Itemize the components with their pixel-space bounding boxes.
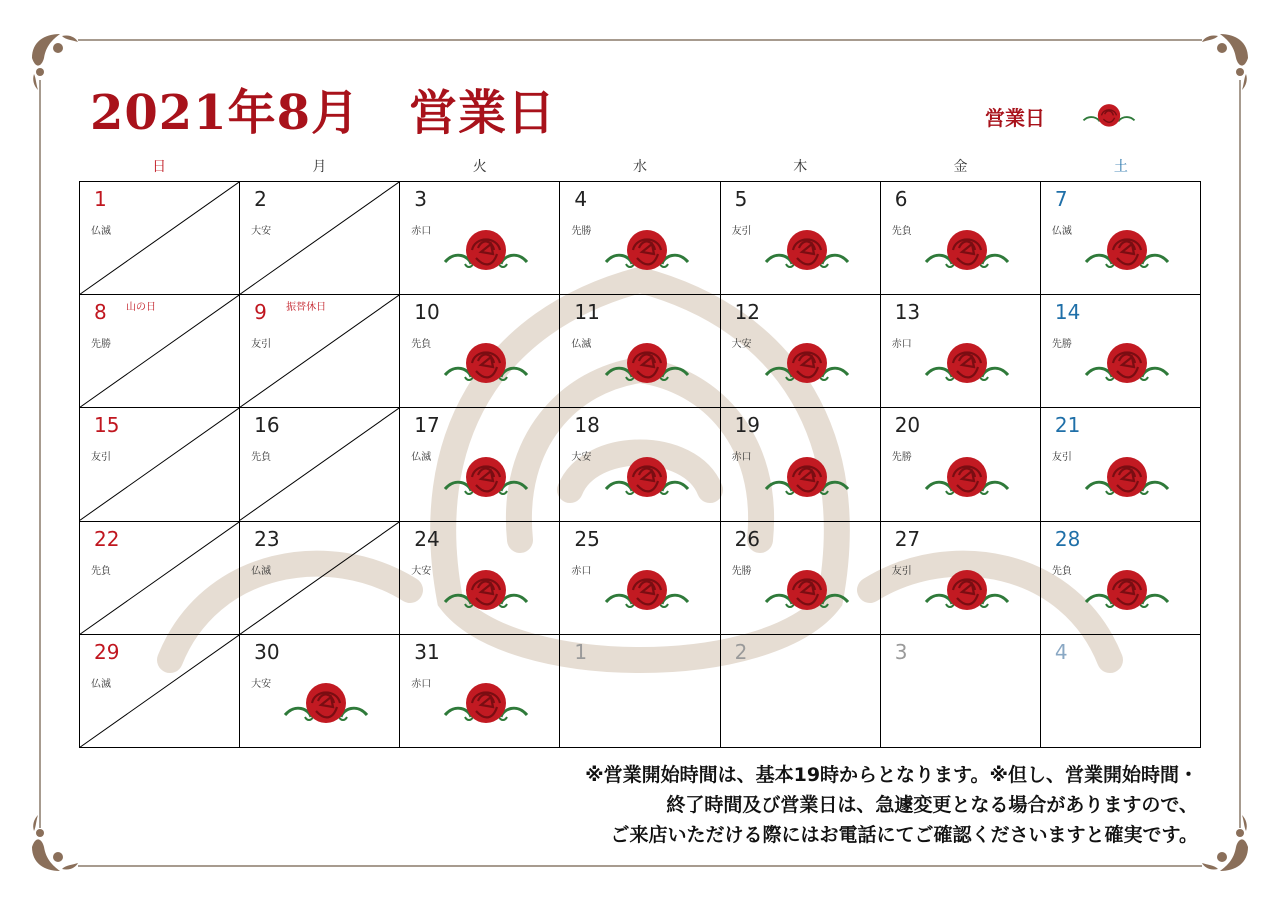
day-number: 8 xyxy=(94,300,107,325)
calendar-day-cell xyxy=(881,635,1041,748)
note-line: ※営業開始時間は、基本19時からとなります。※但し、営業開始時間・ xyxy=(585,764,1198,786)
calendar-day-cell xyxy=(1041,635,1201,748)
calendar-day-cell xyxy=(560,522,720,635)
corner-ornament-top-right-icon xyxy=(1202,34,1248,90)
rokuyo-label: 友引 xyxy=(91,452,111,464)
calendar-day-cell xyxy=(881,295,1041,408)
calendar-day-cell xyxy=(240,635,400,748)
day-number: 18 xyxy=(574,413,600,438)
calendar-day-cell xyxy=(240,182,400,295)
rose-icon xyxy=(762,566,852,620)
rose-icon xyxy=(1082,566,1172,620)
corner-ornament-bottom-right-icon xyxy=(1202,815,1248,871)
rokuyo-label: 大安 xyxy=(571,452,592,464)
rokuyo-label: 仏滅 xyxy=(91,678,111,690)
rokuyo-label: 先勝 xyxy=(571,226,592,237)
rokuyo-label: 仏滅 xyxy=(571,339,592,351)
weekday-header xyxy=(79,156,1201,176)
rose-icon xyxy=(602,453,692,507)
rose-icon xyxy=(922,566,1012,620)
rokuyo-label: 赤口 xyxy=(571,565,592,577)
rokuyo-label: 先負 xyxy=(251,452,272,464)
calendar-day-cell xyxy=(240,295,400,408)
day-number: 23 xyxy=(254,526,280,551)
calendar-day-cell xyxy=(560,408,720,521)
rokuyo-label: 先負 xyxy=(411,339,432,351)
day-number: 20 xyxy=(894,413,921,438)
day-number: 11 xyxy=(574,300,600,325)
calendar-day-cell xyxy=(80,295,240,408)
calendar-day-cell xyxy=(400,408,560,521)
calendar-day-cell xyxy=(560,295,720,408)
business-hours-notes xyxy=(585,760,1198,850)
calendar-day-cell xyxy=(721,408,881,521)
calendar-day-cell xyxy=(240,408,400,521)
rose-icon xyxy=(1081,100,1137,132)
calendar-grid xyxy=(79,181,1201,748)
calendar-day-cell xyxy=(80,408,240,521)
rokuyo-label: 先負 xyxy=(91,565,111,577)
calendar-day-cell xyxy=(400,295,560,408)
day-number: 31 xyxy=(414,639,440,664)
calendar-day-cell xyxy=(400,182,560,295)
rokuyo-label: 友引 xyxy=(251,339,272,351)
rokuyo-label: 友引 xyxy=(1051,452,1072,464)
rokuyo-label: 仏滅 xyxy=(1051,226,1072,237)
rose-icon xyxy=(762,453,852,507)
day-number: 6 xyxy=(894,187,908,211)
rose-icon xyxy=(602,339,692,393)
weekday-sat: 土 xyxy=(1113,159,1128,175)
day-number: 26 xyxy=(734,526,761,551)
weekday-fri: 金 xyxy=(953,159,968,175)
rokuyo-label: 赤口 xyxy=(411,678,432,690)
day-number: 12 xyxy=(734,300,761,325)
rose-icon xyxy=(762,226,852,280)
day-number: 22 xyxy=(94,526,120,551)
rokuyo-label: 先勝 xyxy=(731,565,752,577)
calendar-day-cell xyxy=(1041,522,1201,635)
rokuyo-label: 仏滅 xyxy=(411,452,432,464)
rokuyo-label: 先勝 xyxy=(891,452,912,464)
holiday-label: 山の日 xyxy=(126,302,156,314)
rokuyo-label: 友引 xyxy=(891,565,912,577)
day-number: 1 xyxy=(94,187,107,211)
calendar-day-cell xyxy=(1041,295,1201,408)
calendar-day-cell xyxy=(721,182,881,295)
holiday-label: 振替休日 xyxy=(286,302,327,314)
rokuyo-label: 先負 xyxy=(1051,565,1072,577)
rokuyo-label: 先負 xyxy=(891,226,912,237)
calendar-day-cell xyxy=(721,522,881,635)
corner-ornament-top-left-icon xyxy=(32,34,78,90)
calendar-day-cell xyxy=(560,182,720,295)
rose-icon xyxy=(1082,453,1172,507)
rokuyo-label: 大安 xyxy=(731,339,752,351)
rose-icon xyxy=(922,453,1012,507)
calendar-day-cell xyxy=(1041,182,1201,295)
day-number: 13 xyxy=(894,300,921,325)
day-number: 4 xyxy=(1054,639,1068,664)
rokuyo-label: 友引 xyxy=(731,226,752,237)
calendar-day-cell xyxy=(80,182,240,295)
day-number: 16 xyxy=(254,413,280,438)
day-number: 28 xyxy=(1054,526,1081,551)
calendar-day-cell xyxy=(240,522,400,635)
day-number: 4 xyxy=(574,187,588,211)
day-number: 29 xyxy=(94,639,120,664)
note-line: 終了時間及び営業日は、急遽変更となる場合がありますので、 xyxy=(666,794,1198,816)
day-number: 27 xyxy=(894,526,921,551)
calendar-day-cell xyxy=(881,182,1041,295)
rose-icon xyxy=(602,226,692,280)
day-number: 2 xyxy=(734,639,748,664)
rokuyo-label: 大安 xyxy=(251,678,272,690)
rokuyo-label: 仏滅 xyxy=(91,226,111,237)
rose-icon xyxy=(762,339,852,393)
day-number: 1 xyxy=(574,639,588,664)
day-number: 14 xyxy=(1054,300,1081,325)
rose-icon xyxy=(1082,339,1172,393)
rose-icon xyxy=(441,453,531,507)
day-number: 21 xyxy=(1054,413,1081,438)
calendar-day-cell xyxy=(560,635,720,748)
calendar-day-cell xyxy=(881,522,1041,635)
weekday-wed: 水 xyxy=(632,159,647,175)
rose-icon xyxy=(602,566,692,620)
rose-icon xyxy=(441,339,531,393)
calendar-day-cell xyxy=(400,635,560,748)
legend-label: 営業日 xyxy=(985,105,1045,130)
rose-icon xyxy=(441,679,531,733)
day-number: 5 xyxy=(734,187,748,211)
rose-icon xyxy=(441,566,531,620)
calendar-day-cell xyxy=(1041,408,1201,521)
calendar-day-cell xyxy=(721,295,881,408)
rokuyo-label: 先勝 xyxy=(1051,339,1072,351)
day-number: 17 xyxy=(414,413,440,438)
rokuyo-label: 赤口 xyxy=(411,226,432,237)
weekday-tue: 火 xyxy=(472,159,487,175)
corner-ornament-bottom-left-icon xyxy=(32,815,78,871)
rose-icon xyxy=(922,226,1012,280)
weekday-sun: 日 xyxy=(152,159,167,175)
rokuyo-label: 先勝 xyxy=(91,339,111,351)
rokuyo-label: 赤口 xyxy=(891,339,912,351)
calendar-day-cell xyxy=(80,522,240,635)
legend xyxy=(985,100,1137,132)
weekday-thu: 木 xyxy=(793,159,808,175)
rokuyo-label: 仏滅 xyxy=(251,565,272,577)
rose-icon xyxy=(922,339,1012,393)
rose-icon xyxy=(441,226,531,280)
rose-icon xyxy=(281,679,371,733)
weekday-mon: 月 xyxy=(312,159,327,175)
rose-icon xyxy=(1082,226,1172,280)
day-number: 25 xyxy=(574,526,600,551)
day-number: 9 xyxy=(254,300,267,325)
day-number: 10 xyxy=(414,300,440,325)
rokuyo-label: 大安 xyxy=(411,565,432,577)
page-title: 2021年8月 営業日 xyxy=(90,85,556,141)
note-line: ご来店いただける際にはお電話にてご確認くださいますと確実です。 xyxy=(610,824,1198,846)
day-number: 24 xyxy=(414,526,440,551)
calendar-day-cell xyxy=(80,635,240,748)
day-number: 19 xyxy=(734,413,761,438)
day-number: 2 xyxy=(254,187,267,211)
day-number: 15 xyxy=(94,413,120,438)
calendar-day-cell xyxy=(400,522,560,635)
day-number: 7 xyxy=(1054,187,1068,211)
day-number: 30 xyxy=(254,639,280,664)
day-number: 3 xyxy=(894,639,908,664)
calendar-day-cell xyxy=(881,408,1041,521)
calendar-day-cell xyxy=(721,635,881,748)
day-number: 3 xyxy=(414,187,428,211)
rokuyo-label: 大安 xyxy=(251,226,272,237)
rokuyo-label: 赤口 xyxy=(731,452,752,464)
